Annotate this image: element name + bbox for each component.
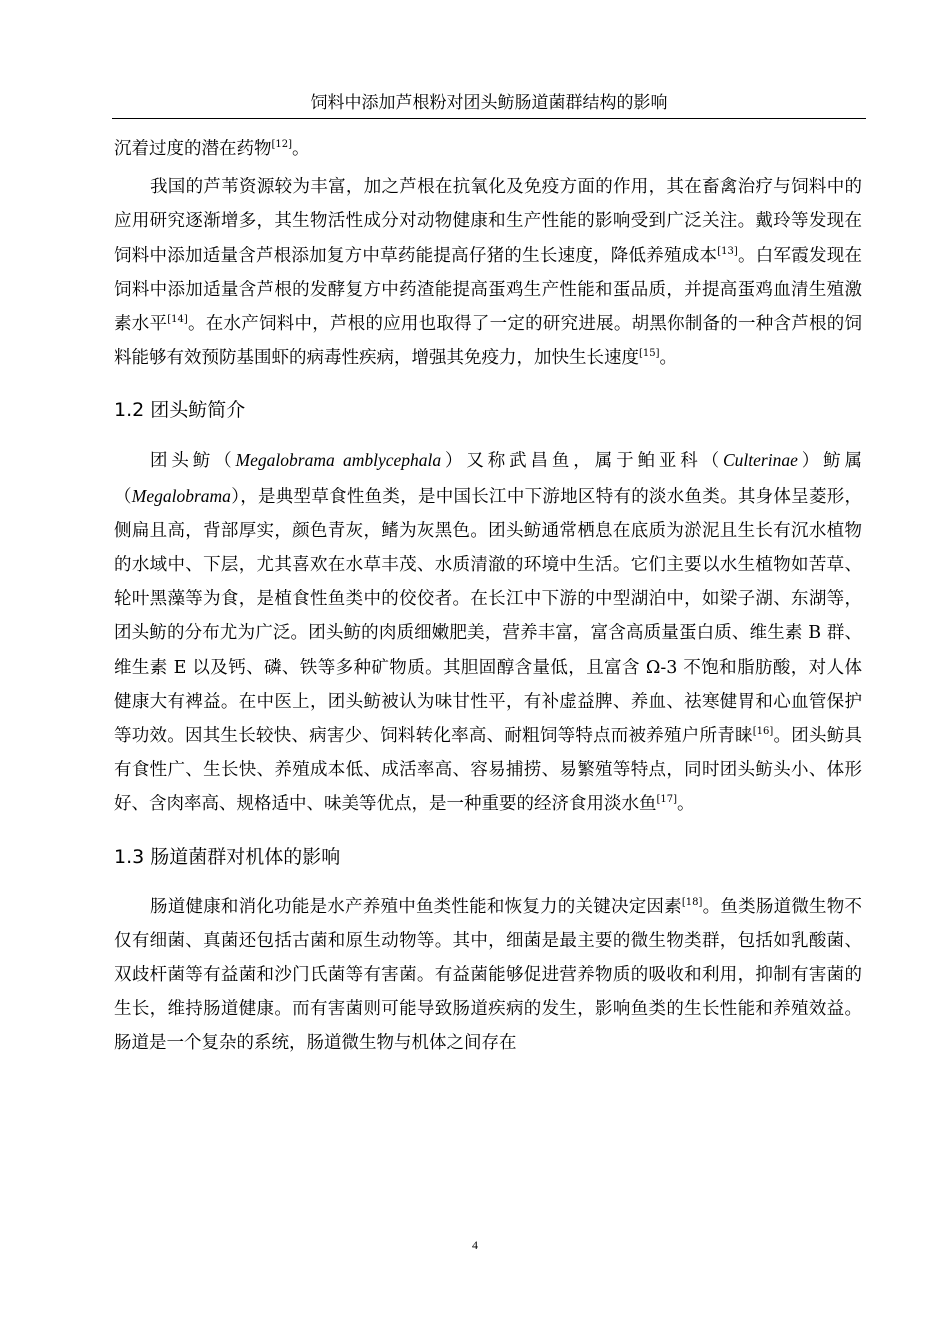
text-run: 团头鲂（ bbox=[150, 451, 236, 472]
citation-ref: [15] bbox=[639, 348, 660, 360]
section-heading-1-2: 1.2 团头鲂简介 bbox=[114, 399, 246, 422]
text-run: 肠道健康和消化功能是水产养殖中鱼类性能和恢复力的关键决定因素 bbox=[150, 896, 682, 917]
citation-ref: [18] bbox=[681, 896, 703, 908]
paragraph-bream-intro bbox=[114, 443, 862, 821]
citation-ref: [17] bbox=[656, 794, 678, 806]
citation-ref: [13] bbox=[717, 245, 738, 257]
text-run: 。鱼类肠道微生物不仅有细菌、真菌还包括古菌和原生动物等。其中，细菌是最主要的微生物类群，包括如乳酸菌、双歧杆菌等有益菌和沙门氏菌等有害菌。有益菌能够促进营养物质的吸收和利用，抑制有害菌的生长，维持肠道健康。而有害菌则可能导致肠道疾病的发生，影响鱼类的生长性能和养殖效益。肠道是一个复杂的系统，肠道微生物与机体之间存在 bbox=[114, 896, 863, 1054]
text-run: 。 bbox=[659, 348, 678, 369]
main-text bbox=[114, 132, 862, 1061]
running-header-title: 饲料中添加芦根粉对团头鲂肠道菌群结构的影响 bbox=[310, 93, 668, 113]
paragraph-gut-flora bbox=[114, 890, 862, 1061]
section-heading-1-3: 1.3 肠道菌群对机体的影响 bbox=[114, 845, 341, 868]
text-run: ）又称武昌鱼，属于鲌亚科（ bbox=[441, 451, 723, 472]
page-number: 4 bbox=[472, 1238, 478, 1252]
running-header bbox=[112, 92, 866, 119]
text-run: 沉着过度的潜在药物 bbox=[114, 139, 272, 159]
paragraph-reed-resources bbox=[114, 170, 862, 375]
subfamily-name: Culterinae bbox=[723, 450, 798, 471]
text-run: 。 bbox=[677, 794, 695, 815]
species-name: Megalobrama amblycephala bbox=[235, 450, 442, 471]
paragraph-continuation bbox=[114, 132, 862, 166]
citation-ref: [16] bbox=[752, 726, 774, 738]
text-run: 。团头鲂具有食性广、生长快、养殖成本低、成活率高、容易捕捞、易繁殖等特点，同时团头鲂头小、体形好、含肉率高、规格适中、味美等优点，是一种重要的经济食用淡水鱼 bbox=[114, 726, 863, 815]
citation-ref: [14] bbox=[167, 314, 188, 326]
text-run: ）鲂属（ bbox=[114, 451, 863, 507]
text-run: 我国的芦苇资源较为丰富，加之芦根在抗氧化及免疫方面的作用，其在畜禽治疗与饲料中的应用研究逐渐增多，其生物活性成分对动物健康和生产性能的影响受到广泛关注。戴玲等发现在饲料中添加适量含芦根添加复方中草药能提高仔猪的生长速度，降低养殖成本 bbox=[114, 177, 862, 266]
text-run: ），是典型草食性鱼类，是中国长江中下游地区特有的淡水鱼类。其身体呈菱形，侧扁且高，背部厚实，颜色青灰，鳍为灰黑色。团头鲂通常栖息在底质为淤泥且生长有沉水植物的水域中、下层，尤其喜欢在水草丰茂、水质清澈的环境中生活。它们主要以水生植物如苦草、轮叶黑藻等为食，是植食性鱼类中的佼佼者。在长江中下游的中型湖泊中，如梁子湖、东湖等，团头鲂的分布尤为广泛。团头鲂的肉质细嫩肥美，营养丰富，富含高质量蛋白质、维生素 B 群、维生素 E 以及钙、磷、铁等多种矿物质。其胆固醇含量低，且富含 Ω-3 不饱和脂肪酸，对人体健康大有裨益。在中医上，团头鲂被认为味甘性平，有补虚益脾、养血、祛寒健胃和心血管保护等功效。因其生长较快、病害少、饲料转化率高、耐粗饲等特点而被养殖户所青睐 bbox=[114, 486, 863, 747]
text-run: 。在水产饲料中，芦根的应用也取得了一定的研究进展。胡黑你制备的一种含芦根的饲料能够有效预防基围虾的病毒性疾病，增强其免疫力，加快生长速度 bbox=[114, 314, 863, 369]
text-run: 。 bbox=[292, 139, 310, 159]
text-run: 。白军霞发现在饲料中添加适量含芦根的发酵复方中药渣能提高蛋鸡生产性能和蛋品质，并提高蛋鸡血清生殖激素水平 bbox=[114, 245, 862, 335]
genus-name: Megalobrama bbox=[131, 485, 231, 506]
citation-ref: [12] bbox=[271, 139, 293, 150]
